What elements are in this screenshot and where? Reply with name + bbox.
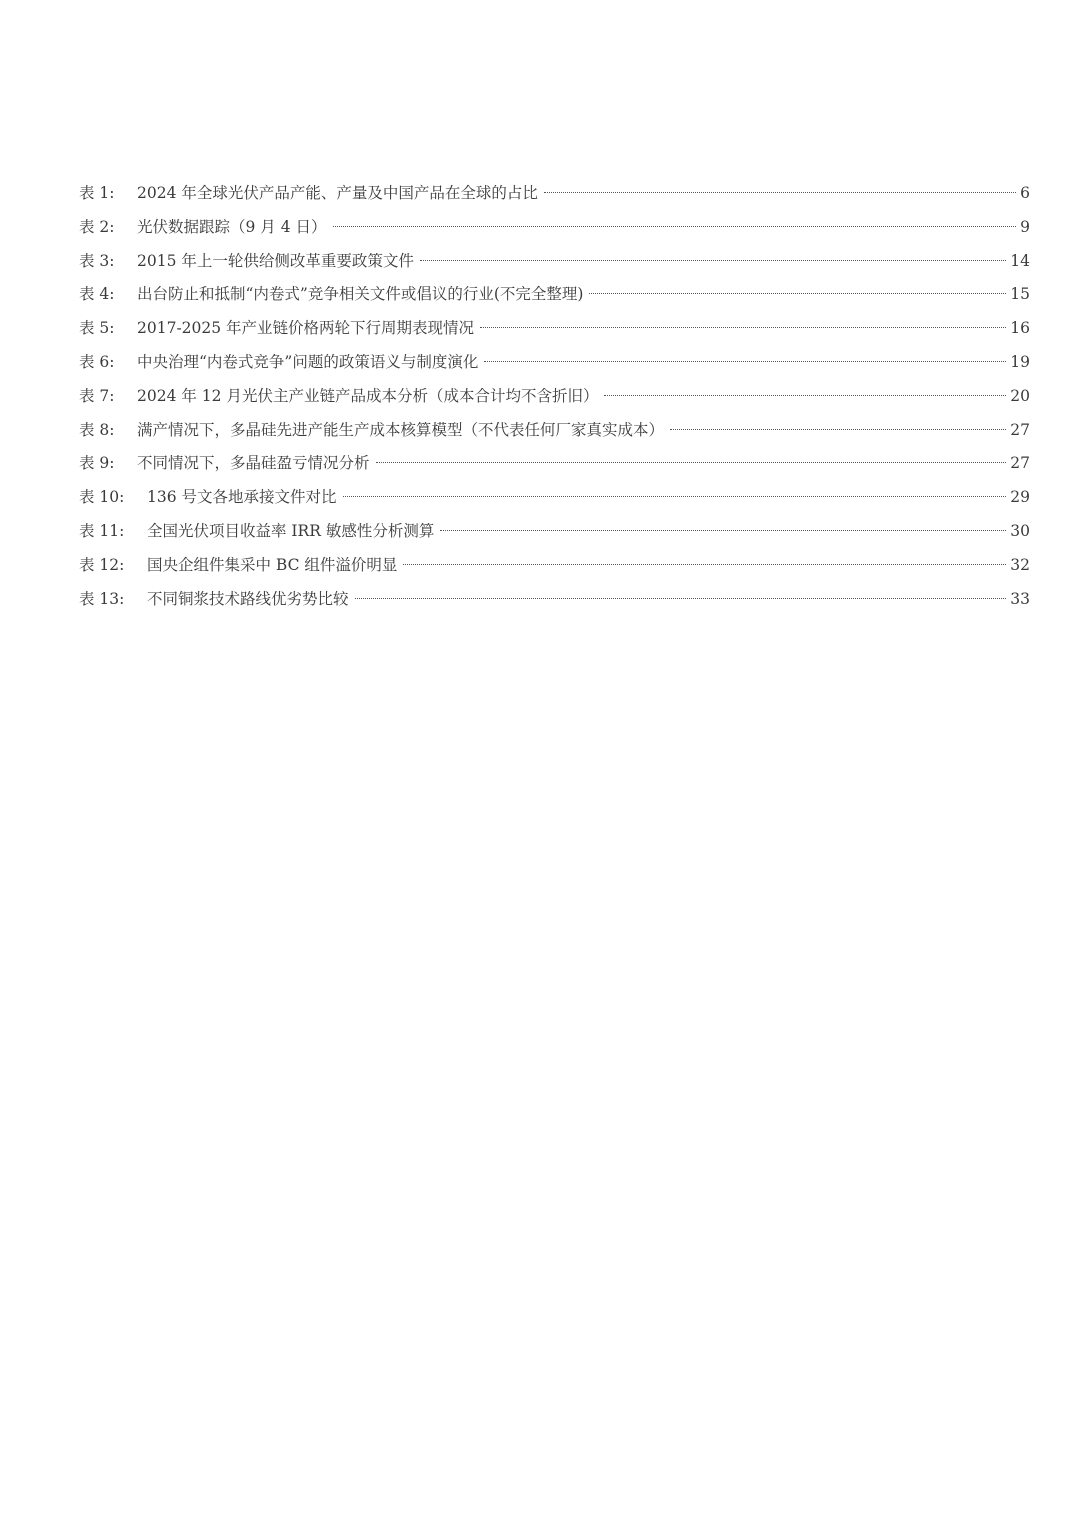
toc-entry-label: 表 3: <box>79 251 115 270</box>
toc-entry-page: 29 <box>1010 488 1030 507</box>
toc-dot-leader <box>376 462 1007 463</box>
toc-entry-label: 表 2: <box>79 217 115 236</box>
toc-entry[interactable] <box>79 583 1030 617</box>
toc-entry-page: 6 <box>1020 184 1030 202</box>
toc-dot-leader <box>604 395 1006 396</box>
toc-entry[interactable] <box>79 245 1030 279</box>
toc-dot-leader <box>484 361 1006 362</box>
toc-entry-page: 27 <box>1010 454 1030 473</box>
toc-entry-title: 2017-2025 年产业链价格两轮下行周期表现情况 <box>137 319 475 338</box>
toc-entry-title: 中央治理“内卷式竞争”问题的政策语义与制度演化 <box>137 352 479 371</box>
toc-entry-title: 不同铜浆技术路线优劣势比较 <box>147 589 349 608</box>
toc-dot-leader <box>403 564 1006 565</box>
toc-entry-page: 9 <box>1020 217 1030 236</box>
toc-entry[interactable] <box>79 211 1030 245</box>
toc-dot-leader <box>440 530 1006 531</box>
toc-entry-page: 33 <box>1010 589 1030 608</box>
toc-entry-label: 表 11: <box>79 521 125 540</box>
toc-entry[interactable] <box>79 177 1030 211</box>
toc-entry-page: 16 <box>1010 319 1030 338</box>
toc-entry[interactable] <box>79 515 1030 549</box>
toc-entry[interactable] <box>79 481 1030 515</box>
toc-entry-title: 2024 年 12 月光伏主产业链产品成本分析（成本合计均不含折旧） <box>137 386 599 405</box>
toc-entry-title: 全国光伏项目收益率 IRR 敏感性分析测算 <box>147 521 435 540</box>
toc-entry-page: 27 <box>1010 420 1030 439</box>
toc-entry[interactable] <box>79 447 1030 481</box>
toc-dot-leader <box>670 429 1006 430</box>
toc-entry-page: 14 <box>1010 251 1030 270</box>
toc-entry-label: 表 1: <box>79 184 115 202</box>
toc-entry-page: 20 <box>1010 386 1030 405</box>
toc-entry-label: 表 5: <box>79 319 115 338</box>
toc-dot-leader <box>343 496 1007 497</box>
toc-entry-label: 表 12: <box>79 555 125 574</box>
toc-entry-title: 2024 年全球光伏产品产能、产量及中国产品在全球的占比 <box>137 184 538 202</box>
toc-entry[interactable] <box>79 414 1030 448</box>
toc-dot-leader <box>333 226 1017 227</box>
toc-entry-title: 136 号文各地承接文件对比 <box>147 488 337 507</box>
toc-entry-title: 2015 年上一轮供给侧改革重要政策文件 <box>137 251 414 270</box>
toc-dot-leader <box>480 327 1006 328</box>
toc-entry-label: 表 8: <box>79 420 115 439</box>
toc-entry[interactable] <box>79 312 1030 346</box>
toc-entry[interactable] <box>79 278 1030 312</box>
toc-dot-leader <box>420 260 1006 261</box>
toc-entry-page: 30 <box>1010 521 1030 540</box>
toc-entry-label: 表 13: <box>79 589 125 608</box>
toc-entry-label: 表 10: <box>79 488 125 507</box>
toc-dot-leader <box>589 293 1006 294</box>
toc-entry[interactable] <box>79 346 1030 380</box>
toc-entry-title: 不同情况下，多晶硅盈亏情况分析 <box>137 454 370 473</box>
toc-entry[interactable] <box>79 380 1030 414</box>
toc-entry-page: 15 <box>1010 285 1030 304</box>
toc-entry-title: 出台防止和抵制“内卷式”竞争相关文件或倡议的行业(不完全整理) <box>137 285 584 304</box>
toc-entry-label: 表 7: <box>79 386 115 405</box>
toc-entry-title: 国央企组件集采中 BC 组件溢价明显 <box>147 555 398 574</box>
toc-entry[interactable] <box>79 549 1030 583</box>
toc-entry-label: 表 6: <box>79 352 115 371</box>
toc-entry-label: 表 9: <box>79 454 115 473</box>
toc-entry-title: 满产情况下，多晶硅先进产能生产成本核算模型（不代表任何厂家真实成本） <box>137 420 665 439</box>
toc-entry-title: 光伏数据跟踪（9 月 4 日） <box>137 217 327 236</box>
toc-entry-page: 19 <box>1010 352 1030 371</box>
toc-dot-leader <box>544 192 1016 193</box>
toc-entry-page: 32 <box>1010 555 1030 574</box>
table-of-contents <box>79 177 1030 616</box>
toc-dot-leader <box>355 598 1007 599</box>
toc-entry-label: 表 4: <box>79 285 115 304</box>
